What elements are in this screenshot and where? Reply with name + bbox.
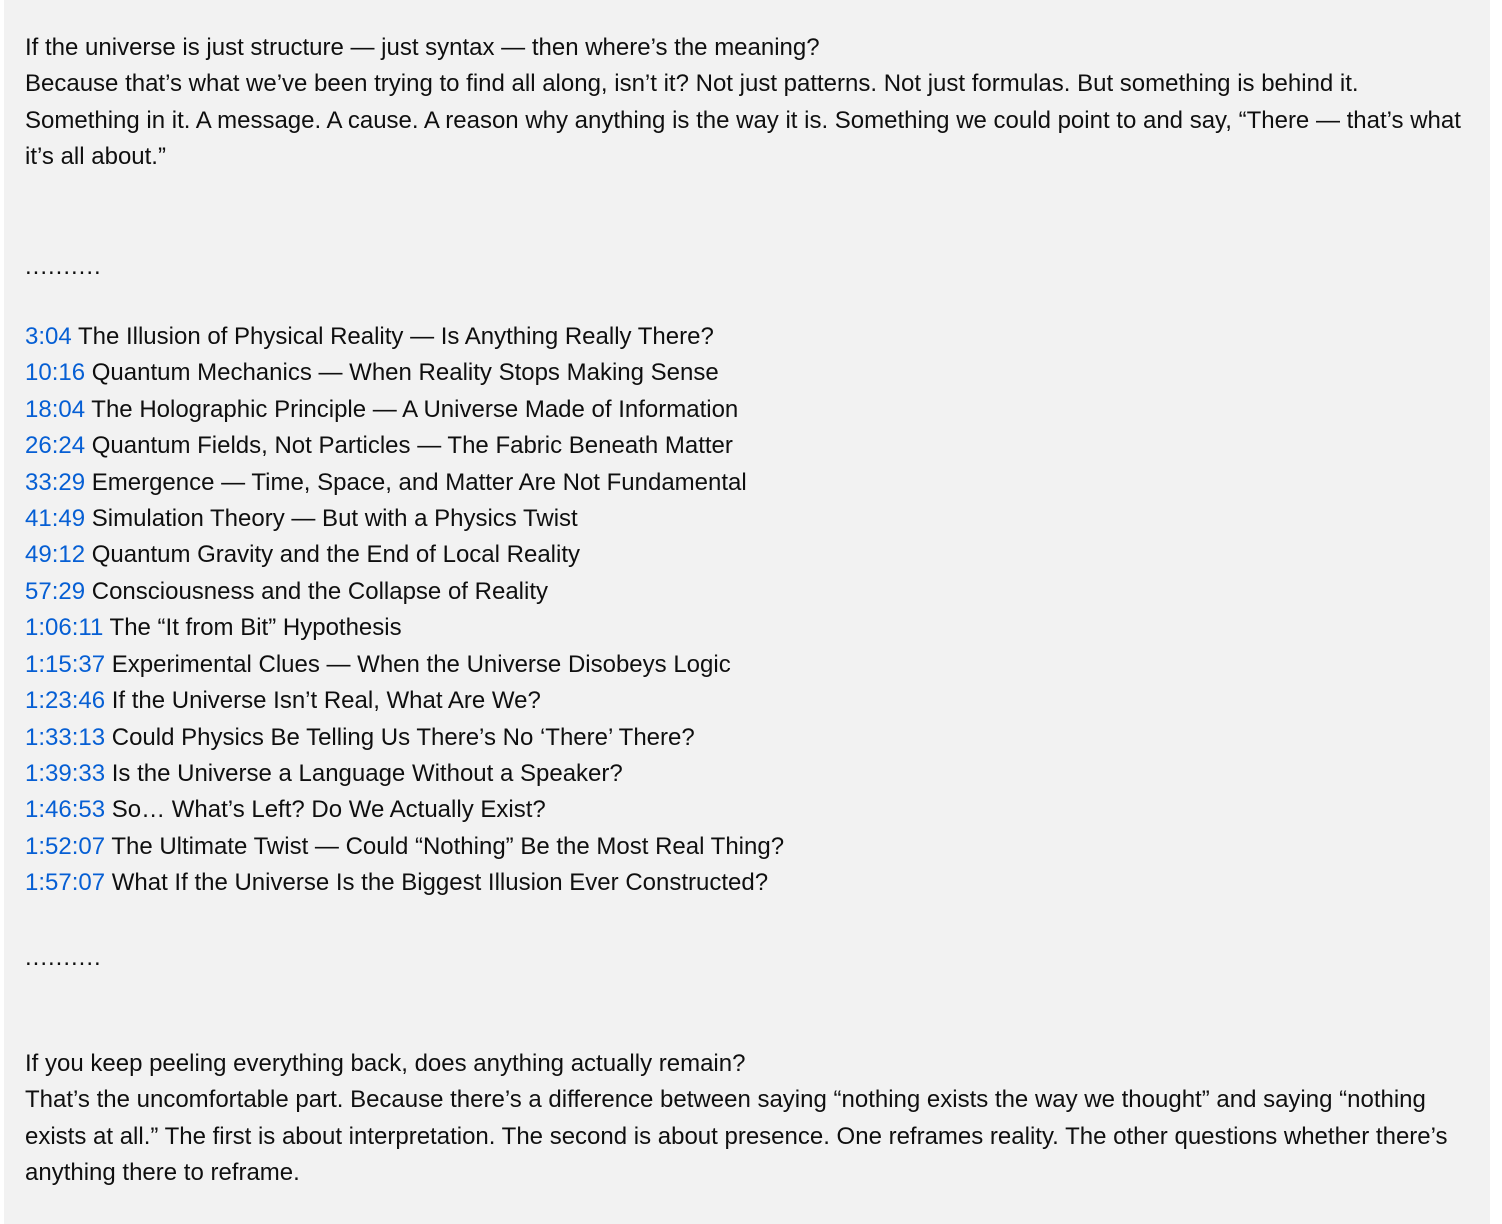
chapter-title: Emergence — Time, Space, and Matter Are Not Fundamental [91, 468, 747, 496]
chapter-row [25, 756, 1470, 792]
separator-bottom: .......... [25, 943, 102, 971]
separator-top: .......... [25, 252, 102, 280]
outro-paragraph [25, 1046, 1470, 1192]
chapter-timestamp-link[interactable]: 1:23:46 [25, 687, 106, 715]
blank-space [25, 176, 1470, 249]
chapter-row [25, 501, 1470, 537]
chapter-row [25, 720, 1470, 756]
chapter-row [25, 647, 1470, 683]
chapter-row [25, 428, 1470, 464]
chapter-timestamp-link[interactable]: 1:33:13 [25, 723, 106, 751]
chapter-title: Quantum Fields, Not Particles — The Fabric Beneath Matter [91, 432, 733, 460]
chapter-timestamp-link[interactable]: 33:29 [25, 468, 86, 496]
chapter-title: So… What’s Left? Do We Actually Exist? [111, 796, 546, 824]
chapter-title: Could Physics Be Telling Us There’s No ‘There’ There? [111, 723, 695, 751]
chapter-timestamp-link[interactable]: 10:16 [25, 359, 86, 387]
chapter-timestamp-link[interactable]: 1:46:53 [25, 796, 106, 824]
chapter-timestamp-link[interactable]: 3:04 [25, 323, 72, 351]
chapter-title: Quantum Gravity and the End of Local Reality [91, 541, 580, 569]
chapter-title: Quantum Mechanics — When Reality Stops Making Sense [91, 359, 719, 387]
chapter-row [25, 319, 1470, 355]
outro-question: If you keep peeling everything back, does anything actually remain? [25, 1049, 746, 1077]
chapter-timestamp-link[interactable]: 57:29 [25, 577, 86, 605]
chapter-timestamp-link[interactable]: 1:06:11 [25, 614, 104, 642]
chapter-title: What If the Universe Is the Biggest Illusion Ever Constructed? [111, 869, 769, 897]
chapter-title: Simulation Theory — But with a Physics Twist [91, 505, 578, 533]
chapter-timestamp-link[interactable]: 1:52:07 [25, 832, 106, 860]
chapter-row [25, 865, 1470, 901]
chapter-row [25, 610, 1470, 646]
chapter-row [25, 574, 1470, 610]
chapter-timestamp-link[interactable]: 41:49 [25, 505, 86, 533]
chapter-row [25, 537, 1470, 573]
intro-body: Because that’s what we’ve been trying to find all along, isn’t it? Not just patterns. Not just formulas. But something is behind it. Something in it. A message. A cause. A reason why anything is the way it is. Something we could point to and say, “There — that’s what it’s all about.” [25, 70, 1461, 171]
intro-question: If the universe is just structure — just syntax — then where’s the meaning? [25, 34, 820, 61]
chapter-timestamp-link[interactable]: 26:24 [25, 432, 86, 460]
blank-space [25, 902, 1470, 940]
chapter-timestamp-link[interactable]: 49:12 [25, 541, 86, 569]
chapter-title: Is the Universe a Language Without a Speaker? [111, 759, 623, 787]
intro-paragraph [25, 30, 1470, 176]
chapter-title: The Holographic Principle — A Universe Made of Information [91, 395, 739, 423]
chapter-title: The Illusion of Physical Reality — Is Anything Really There? [77, 323, 714, 351]
chapter-title: If the Universe Isn’t Real, What Are We? [111, 687, 541, 715]
chapter-title: The “It from Bit” Hypothesis [109, 614, 402, 642]
chapter-title: Consciousness and the Collapse of Reality [91, 577, 548, 605]
video-description [4, 0, 1490, 1224]
blank-space [25, 976, 1470, 1046]
chapter-title: The Ultimate Twist — Could “Nothing” Be the Most Real Thing? [111, 832, 785, 860]
chapter-row [25, 683, 1470, 719]
chapter-title: Experimental Clues — When the Universe Disobeys Logic [111, 650, 731, 678]
outro-body: That’s the uncomfortable part. Because there’s a difference between saying “nothing exists the way we thought” and saying “nothing exists at all.” The first is about interpretation. The second is about presence. One reframes reality. The other questions whether there’s anything there to reframe. [25, 1086, 1448, 1187]
chapter-row [25, 792, 1470, 828]
chapter-list [25, 319, 1470, 902]
chapter-timestamp-link[interactable]: 1:39:33 [25, 759, 106, 787]
chapter-row [25, 465, 1470, 501]
chapter-timestamp-link[interactable]: 1:57:07 [25, 869, 106, 897]
blank-space [25, 285, 1470, 319]
chapter-timestamp-link[interactable]: 18:04 [25, 395, 86, 423]
chapter-row [25, 829, 1470, 865]
chapter-row [25, 392, 1470, 428]
chapter-timestamp-link[interactable]: 1:15:37 [25, 650, 106, 678]
chapter-row [25, 355, 1470, 391]
